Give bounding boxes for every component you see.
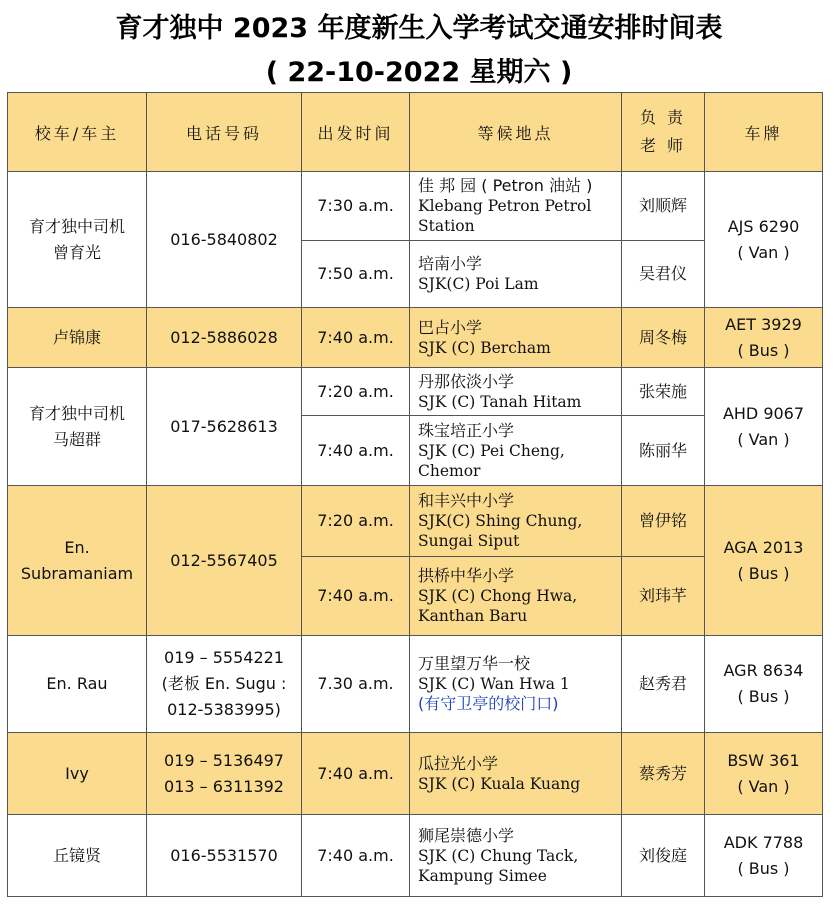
header-teacher: 负 责 老 师 [622, 93, 705, 172]
vehicle-plate: ( Bus ) [737, 340, 790, 360]
driver-name: Ivy [65, 763, 89, 783]
location-name-zh: 瓜拉光小学 [418, 753, 499, 773]
location-name-en: Klebang Petron Petrol [418, 197, 592, 215]
phone-cell [147, 636, 302, 733]
driver-cell [8, 486, 147, 636]
time-cell: 7:30 a.m. [302, 172, 410, 241]
phone-cell [147, 486, 302, 636]
teacher-cell: 刘顺辉 [622, 172, 705, 241]
driver-name: 马超群 [52, 429, 101, 449]
header-plate: 车牌 [705, 93, 823, 172]
vehicle-plate: AHD 9067 [722, 403, 805, 423]
time-cell: 7:20 a.m. [302, 368, 410, 416]
phone-cell [147, 368, 302, 486]
driver-cell [8, 368, 147, 486]
driver-cell [8, 815, 147, 897]
time-cell: 7:40 a.m. [302, 733, 410, 815]
phone-number: 013 – 6311392 [164, 776, 284, 796]
phone-number: 012-5567405 [170, 550, 278, 570]
location-name-zh: 拱桥中华小学 [418, 566, 515, 585]
plate-cell [705, 815, 823, 897]
location-name-en: Chemor [418, 461, 481, 480]
plate-cell [705, 486, 823, 636]
vehicle-plate: ( Bus ) [737, 858, 790, 878]
vehicle-plate: ADK 7788 [723, 832, 804, 852]
location-cell [410, 733, 622, 815]
location-name-zh: 佳 邦 园 ( Petron 油站 ) [418, 176, 593, 195]
location-name-en: Sungai Siput [418, 532, 520, 550]
location-name-en: SJK (C) Wan Hwa 1 [418, 675, 570, 693]
plate-cell [705, 308, 823, 368]
location-name-en: SJK (C) Pei Cheng, [418, 441, 565, 460]
vehicle-plate: ( Van ) [737, 242, 790, 262]
driver-cell [8, 733, 147, 815]
phone-cell [147, 308, 302, 368]
location-cell [410, 815, 622, 897]
driver-name: En. [64, 537, 90, 557]
teacher-cell: 张荣施 [622, 368, 705, 416]
phone-cell [147, 815, 302, 897]
driver-name: 曾育光 [52, 242, 101, 262]
teacher-cell: 周冬梅 [622, 308, 705, 368]
header-time: 出发时间 [302, 93, 410, 172]
location-name-en: Kanthan Baru [418, 607, 528, 625]
teacher-cell: 吴君仪 [622, 241, 705, 308]
plate-cell [705, 368, 823, 486]
location-name-en: SJK (C) Bercham [418, 338, 551, 357]
location-name-en: SJK(C) Poi Lam [418, 275, 539, 293]
plate-cell [705, 636, 823, 733]
driver-cell [8, 308, 147, 368]
table-row [8, 733, 823, 815]
driver-cell [8, 172, 147, 308]
location-cell [410, 636, 622, 733]
time-cell: 7:40 a.m. [302, 308, 410, 368]
phone-cell [147, 172, 302, 308]
location-name-zh: 和丰兴中小学 [418, 491, 515, 510]
table-header-row [8, 93, 823, 172]
time-cell: 7:40 a.m. [302, 815, 410, 897]
table-row [8, 172, 823, 241]
time-cell: 7.30 a.m. [302, 636, 410, 733]
location-name-en: SJK (C) Kuala Kuang [418, 774, 581, 793]
driver-name: Subramaniam [20, 563, 134, 583]
location-name-en: Kampung Simee [418, 866, 547, 885]
location-cell [410, 241, 622, 308]
table-row [8, 368, 823, 416]
teacher-cell: 赵秀君 [622, 636, 705, 733]
phone-number: 019 – 5136497 [164, 750, 284, 770]
driver-name: 丘镜贤 [52, 845, 101, 865]
location-name-en: SJK(C) Shing Chung, [418, 512, 583, 530]
location-name-en: Station [418, 217, 475, 235]
location-note: (有守卫亭的校门口) [418, 694, 559, 713]
vehicle-plate: AJS 6290 [727, 216, 800, 236]
driver-name: 育才独中司机 [28, 216, 125, 236]
teacher-cell: 蔡秀芳 [622, 733, 705, 815]
time-cell: 7:40 a.m. [302, 557, 410, 636]
vehicle-plate: BSW 361 [727, 750, 800, 770]
phone-number: 016-5840802 [170, 229, 278, 249]
location-name-zh: 珠宝培正小学 [418, 420, 515, 440]
transport-schedule-table [7, 92, 823, 897]
vehicle-plate: ( Van ) [737, 429, 790, 449]
vehicle-plate: ( Van ) [737, 776, 790, 796]
time-cell: 7:50 a.m. [302, 241, 410, 308]
table-row [8, 308, 823, 368]
teacher-cell: 曾伊铭 [622, 486, 705, 557]
phone-number: 012-5383995) [167, 700, 281, 719]
location-name-en: SJK (C) Tanah Hitam [418, 392, 582, 411]
location-cell [410, 308, 622, 368]
vehicle-plate: AGA 2013 [723, 537, 804, 557]
location-name-en: SJK (C) Chong Hwa, [418, 587, 578, 605]
location-cell [410, 557, 622, 636]
header-driver: 校车/车主 [8, 93, 147, 172]
vehicle-plate: AGR 8634 [723, 661, 804, 680]
table-row [8, 815, 823, 897]
page-title: 育才独中 2023 年度新生入学考试交通安排时间表 [115, 13, 723, 44]
phone-number: 017-5628613 [170, 416, 278, 436]
driver-cell [8, 636, 147, 733]
location-cell [410, 486, 622, 557]
time-cell: 7:20 a.m. [302, 486, 410, 557]
driver-name: 卢锦康 [52, 327, 101, 347]
time-cell: 7:40 a.m. [302, 416, 410, 486]
plate-cell [705, 172, 823, 308]
vehicle-plate: ( Bus ) [737, 687, 790, 706]
phone-number: 012-5886028 [170, 327, 278, 347]
driver-name: En. Rau [46, 674, 108, 693]
page-subtitle-date: ( 22-10-2022 星期六 ) [265, 57, 573, 88]
table-row [8, 636, 823, 733]
header-location: 等候地点 [410, 93, 622, 172]
location-name-zh: 狮尾崇德小学 [418, 825, 515, 845]
plate-cell [705, 733, 823, 815]
phone-cell [147, 733, 302, 815]
location-cell [410, 416, 622, 486]
table-row [8, 486, 823, 557]
phone-number: 019 – 5554221 [164, 648, 284, 667]
location-name-en: SJK (C) Chung Tack, [418, 846, 579, 865]
location-name-zh: 万里望万华一校 [418, 654, 531, 673]
driver-name: 育才独中司机 [28, 403, 125, 423]
teacher-cell: 陈丽华 [622, 416, 705, 486]
location-cell [410, 172, 622, 241]
teacher-cell: 刘俊庭 [622, 815, 705, 897]
vehicle-plate: ( Bus ) [737, 563, 790, 583]
teacher-cell: 刘玮芊 [622, 557, 705, 636]
location-name-zh: 巴占小学 [418, 317, 483, 337]
phone-number: (老板 En. Sugu : [161, 674, 287, 693]
vehicle-plate: AET 3929 [725, 314, 802, 334]
phone-number: 016-5531570 [170, 845, 278, 865]
location-name-zh: 培南小学 [418, 254, 483, 273]
header-phone: 电话号码 [147, 93, 302, 172]
location-cell [410, 368, 622, 416]
location-name-zh: 丹那依淡小学 [418, 371, 515, 391]
